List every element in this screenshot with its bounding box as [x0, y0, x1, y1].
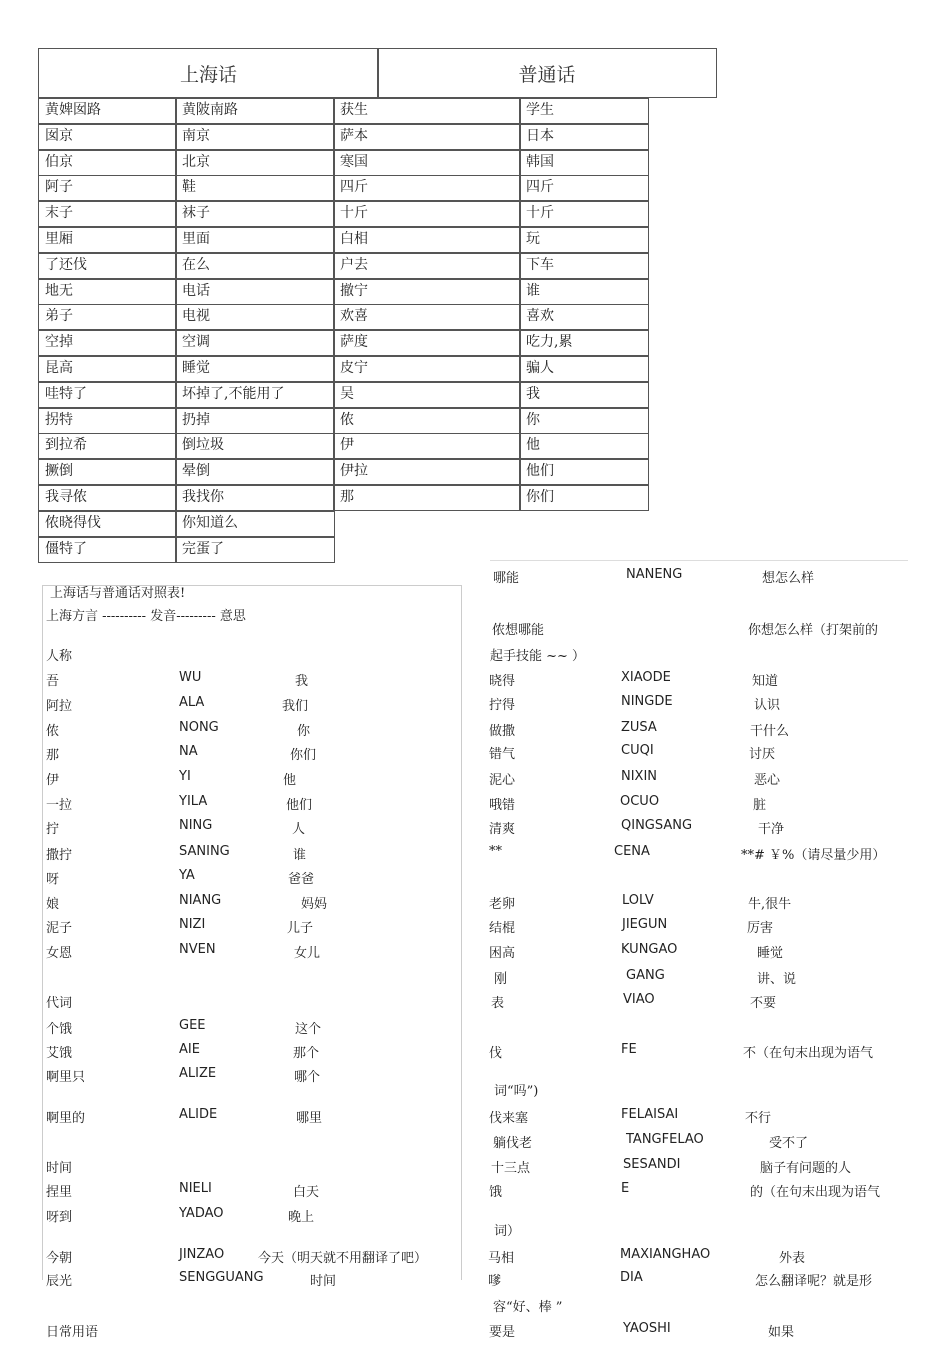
demonstrative-heading: 代词 [46, 996, 73, 1011]
dialect-term: 那 [46, 748, 60, 763]
header-shanghainese [38, 48, 379, 98]
table-cell: 里面 [175, 227, 335, 253]
dialect-term: 做撒 [489, 724, 516, 739]
dialect-term: 个饿 [46, 1022, 73, 1037]
dialect-term: ** [489, 844, 502, 859]
meaning: 他们 [286, 798, 313, 813]
dialect-term: 侬 [46, 724, 60, 739]
table-cell: 伊 [333, 433, 521, 459]
dialect-term: 泥子 [46, 921, 73, 936]
meaning: 知道 [752, 674, 779, 689]
table-cell: 四斤 [519, 175, 649, 201]
dialect-term: 要是 [489, 1325, 516, 1340]
table-cell: 末子 [38, 201, 177, 227]
pronunciation: NING [179, 818, 213, 833]
dialect-term: 啊里的 [46, 1111, 86, 1126]
table-cell: 弟子 [38, 304, 177, 330]
meaning: 妈妈 [301, 897, 328, 912]
table-cell: 欢喜 [333, 304, 521, 330]
pronunciation: NA [179, 744, 198, 759]
table-cell: 下车 [519, 253, 649, 279]
meaning: 女儿 [294, 946, 321, 961]
table-cell: 伯京 [38, 150, 177, 176]
dialect-term: 词） [494, 1224, 521, 1239]
table-cell: 我 [519, 382, 649, 408]
table-cell: 骗人 [519, 356, 649, 382]
table-cell: 撅倒 [38, 459, 177, 485]
pronunciation: ALA [179, 695, 205, 710]
pronunciation: NVEN [179, 942, 216, 957]
table-cell: 萨本 [333, 124, 521, 150]
table-cell: 电话 [175, 279, 335, 305]
dialect-term: 嗲 [488, 1274, 502, 1289]
dialect-term: 清爽 [489, 822, 516, 837]
table-cell: 完蛋了 [175, 537, 335, 563]
meaning: 你 [297, 724, 311, 739]
dialect-term: 刚 [494, 972, 508, 987]
meaning: 这个 [295, 1022, 322, 1037]
table-cell: 吃力,累 [519, 330, 649, 356]
dialect-term: 结棍 [489, 921, 516, 936]
meaning: 不行 [745, 1111, 772, 1126]
dialect-term: 伊 [46, 773, 60, 788]
meaning: 我们 [282, 699, 309, 714]
table-cell: 袜子 [175, 201, 335, 227]
table-cell: 北京 [175, 150, 335, 176]
dialect-term: 困高 [489, 946, 516, 961]
table-cell: 囡京 [38, 124, 177, 150]
dialect-term: 拧得 [489, 698, 516, 713]
table-cell: 倒垃圾 [175, 433, 335, 459]
meaning: 时间 [310, 1274, 337, 1289]
dialect-term: 艾饿 [46, 1046, 73, 1061]
dialect-term: 吾 [46, 674, 60, 689]
meaning: **# ￥%（请尽量少用） [741, 848, 886, 863]
pronunciation: FELAISAI [621, 1107, 679, 1122]
pronoun-heading: 人称 [46, 649, 73, 664]
time-heading: 时间 [46, 1161, 73, 1176]
table-cell: 四斤 [333, 175, 521, 201]
dialect-term: 马相 [488, 1251, 515, 1266]
meaning: 脑子有问题的人 [760, 1161, 852, 1176]
table-cell: 侬晓得伐 [38, 511, 177, 537]
dialect-term: 拧 [46, 822, 60, 837]
left-title: 上海话与普通话对照表! [50, 586, 186, 601]
left-subtitle: 上海方言 ---------- 发音--------- 意思 [46, 609, 246, 624]
table-cell: 昆高 [38, 356, 177, 382]
table-cell: 伊拉 [333, 459, 521, 485]
table-cell: 我找你 [175, 485, 335, 511]
table-cell: 萨度 [333, 330, 521, 356]
meaning: 那个 [293, 1046, 320, 1061]
dialect-term: 十三点 [491, 1161, 531, 1176]
pronunciation: MAXIANGHAO [620, 1247, 711, 1262]
table-cell: 你们 [519, 485, 649, 511]
pronunciation: VIAO [623, 992, 655, 1007]
table-cell: 了还伐 [38, 253, 177, 279]
table-cell: 电视 [175, 304, 335, 330]
table-cell: 户去 [333, 253, 521, 279]
pronunciation: NIANG [179, 893, 222, 908]
table-cell: 里厢 [38, 227, 177, 253]
daily-heading: 日常用语 [46, 1325, 99, 1340]
meaning: 他 [283, 773, 297, 788]
dialect-term: 起手技能 ~~ ） [490, 649, 586, 664]
pronunciation: ALIZE [179, 1066, 217, 1081]
meaning: 哪个 [294, 1070, 321, 1085]
dialect-term: 阿拉 [46, 699, 73, 714]
dialect-term: 晓得 [489, 674, 516, 689]
meaning: 认识 [754, 698, 781, 713]
meaning: 谁 [293, 848, 307, 863]
pronunciation: WU [179, 670, 202, 685]
table-cell: 学生 [519, 98, 649, 124]
table-cell: 吴 [333, 382, 521, 408]
meaning: 你们 [290, 748, 317, 763]
dialect-term: 老卵 [489, 897, 516, 912]
pronunciation: E [621, 1181, 630, 1196]
dialect-term: 辰光 [46, 1274, 73, 1289]
table-cell: 他们 [519, 459, 649, 485]
pronunciation: GANG [626, 968, 665, 983]
meaning: 白天 [293, 1185, 320, 1200]
dialect-term: 呀 [46, 872, 60, 887]
pronunciation: JIEGUN [622, 917, 668, 932]
table-cell: 黄陂南路 [175, 98, 335, 124]
dialect-term: 泥心 [489, 773, 516, 788]
dialect-term: 表 [491, 996, 505, 1011]
dialect-term: 侬想哪能 [492, 623, 545, 638]
table-cell: 喜欢 [519, 304, 649, 330]
meaning: 恶心 [754, 773, 781, 788]
table-cell: 坏掉了,不能用了 [175, 382, 335, 408]
pronunciation: DIA [620, 1270, 643, 1285]
meaning: 哪里 [296, 1111, 323, 1126]
meaning: 不要 [750, 996, 777, 1011]
table-cell: 十斤 [333, 201, 521, 227]
dialect-term: 哪能 [493, 571, 520, 586]
pronunciation: NANENG [626, 567, 683, 582]
meaning: 人 [292, 822, 306, 837]
meaning: 我 [295, 674, 309, 689]
dialect-term: 容“好、棒 ” [493, 1300, 563, 1315]
meaning: 厉害 [747, 921, 774, 936]
meaning: 儿子 [287, 921, 314, 936]
meaning: 怎么翻译呢？就是形 [755, 1274, 873, 1289]
pronunciation: LOLV [622, 893, 654, 908]
meaning: 想怎么样 [762, 571, 815, 586]
meaning: 讨厌 [749, 747, 776, 762]
table-cell: 阿子 [38, 175, 177, 201]
table-cell: 获生 [333, 98, 521, 124]
meaning: 讲、说 [757, 972, 797, 987]
meaning: 爸爸 [288, 872, 315, 887]
meaning: 脏 [753, 798, 767, 813]
pronunciation: YADAO [179, 1206, 224, 1221]
dialect-term: 撒拧 [46, 848, 73, 863]
pronunciation: NINGDE [621, 694, 673, 709]
table-cell: 黄婢囡路 [38, 98, 177, 124]
pronunciation: QINGSANG [621, 818, 693, 833]
pronunciation: NIZI [179, 917, 206, 932]
dialect-term: 错气 [489, 747, 516, 762]
table-cell: 地无 [38, 279, 177, 305]
dialect-term: 啊里只 [46, 1070, 86, 1085]
pronunciation: CENA [614, 844, 650, 859]
dialect-term: 词“吗”) [494, 1084, 539, 1099]
meaning: 干净 [758, 822, 785, 837]
table-cell: 韩国 [519, 150, 649, 176]
pronunciation: CUQI [621, 743, 654, 758]
right-panel-rule [490, 560, 908, 561]
table-cell: 到拉希 [38, 433, 177, 459]
pronunciation: SANING [179, 844, 230, 859]
meaning: 外表 [779, 1251, 806, 1266]
table-cell: 空调 [175, 330, 335, 356]
pronunciation: NIXIN [621, 769, 658, 784]
pronunciation: OCUO [620, 794, 660, 809]
pronunciation: YILA [179, 794, 208, 809]
meaning: 的（在句末出现为语气 [750, 1185, 881, 1200]
pronunciation: ZUSA [621, 720, 657, 735]
pronunciation: TANGFELAO [626, 1132, 704, 1147]
table-cell: 空掉 [38, 330, 177, 356]
table-cell: 在么 [175, 253, 335, 279]
meaning: 今天（明天就不用翻译了吧） [258, 1251, 428, 1266]
header-mandarin [377, 48, 717, 98]
pronunciation: XIAODE [621, 670, 671, 685]
meaning: 不（在句末出现为语气 [743, 1046, 874, 1061]
table-cell: 他 [519, 433, 649, 459]
table-cell: 你 [519, 408, 649, 434]
header-col1-label: 上海话 [179, 63, 237, 86]
pronunciation: AIE [179, 1042, 200, 1057]
table-cell: 晕倒 [175, 459, 335, 485]
table-cell: 谁 [519, 279, 649, 305]
dialect-term: 今朝 [46, 1251, 73, 1266]
meaning: 干什么 [750, 724, 790, 739]
pronunciation: KUNGAO [621, 942, 678, 957]
table-cell: 撤宁 [333, 279, 521, 305]
table-cell: 你知道么 [175, 511, 335, 537]
table-cell: 睡觉 [175, 356, 335, 382]
pronunciation: FE [621, 1042, 637, 1057]
dialect-term: 躺伐老 [493, 1136, 533, 1151]
meaning: 牛,很牛 [748, 897, 792, 912]
dialect-term: 哦错 [489, 798, 516, 813]
pronunciation: JINZAO [179, 1247, 225, 1262]
pronunciation: NONG [179, 720, 219, 735]
dialect-term: 饿 [489, 1185, 503, 1200]
meaning: 睡觉 [757, 946, 784, 961]
meaning: 晚上 [288, 1210, 315, 1225]
table-cell: 侬 [333, 408, 521, 434]
table-cell: 南京 [175, 124, 335, 150]
dialect-term: 伐 [489, 1046, 503, 1061]
table-cell: 十斤 [519, 201, 649, 227]
header-col2-label: 普通话 [518, 63, 576, 86]
dialect-term: 伐来塞 [489, 1111, 529, 1126]
dialect-term: 呀到 [46, 1210, 73, 1225]
table-cell: 皮宁 [333, 356, 521, 382]
pronunciation: SESANDI [623, 1157, 681, 1172]
pronunciation: YAOSHI [623, 1321, 671, 1336]
table-cell: 我寻侬 [38, 485, 177, 511]
dialect-term: 女恩 [46, 946, 73, 961]
table-cell: 鞋 [175, 175, 335, 201]
pronunciation: YA [179, 868, 195, 883]
meaning: 你想怎么样（打架前的 [748, 623, 879, 638]
pronunciation: ALIDE [179, 1107, 218, 1122]
table-cell: 扔掉 [175, 408, 335, 434]
table-cell: 哇特了 [38, 382, 177, 408]
table-cell: 拐特 [38, 408, 177, 434]
left-panel-frame [42, 585, 462, 1280]
pronunciation: YI [179, 769, 191, 784]
table-cell: 白相 [333, 227, 521, 253]
dialect-term: 捏里 [46, 1185, 73, 1200]
dialect-term: 娘 [46, 897, 60, 912]
pronunciation: SENGGUANG [179, 1270, 264, 1285]
pronunciation: NIELI [179, 1181, 212, 1196]
dialect-term: 一拉 [46, 798, 73, 813]
table-cell: 僵特了 [38, 537, 177, 563]
table-cell: 玩 [519, 227, 649, 253]
meaning: 如果 [768, 1325, 795, 1340]
table-cell: 那 [333, 485, 521, 511]
meaning: 受不了 [769, 1136, 809, 1151]
table-cell: 寒国 [333, 150, 521, 176]
table-cell: 日本 [519, 124, 649, 150]
pronunciation: GEE [179, 1018, 206, 1033]
